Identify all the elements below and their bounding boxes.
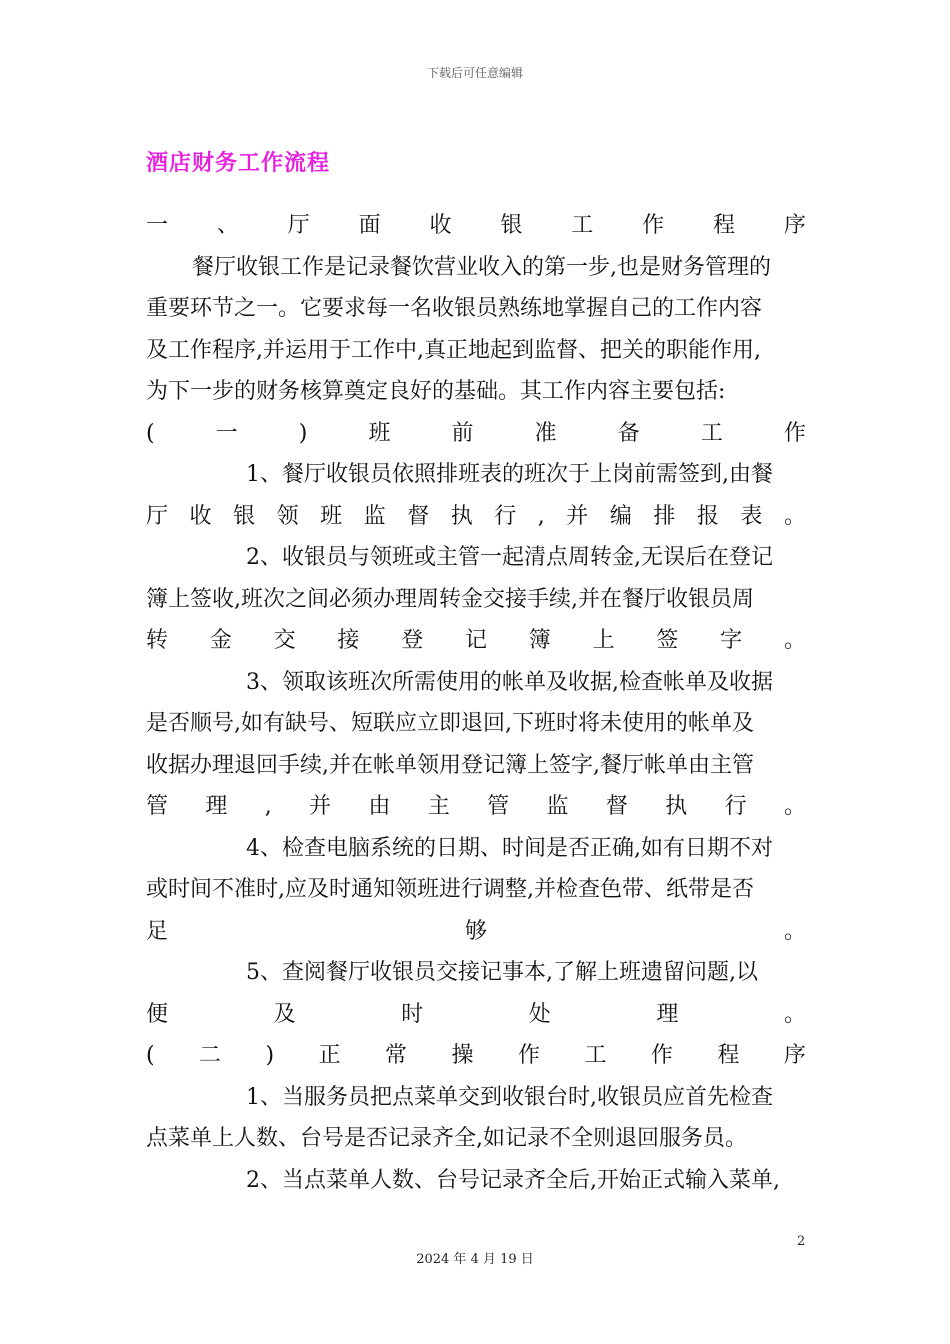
spread-char: 程 xyxy=(717,1043,740,1068)
document-title: 酒店财务工作流程 xyxy=(146,150,331,176)
spread-char: 主 xyxy=(427,794,450,819)
document-body xyxy=(146,205,806,1201)
spread-char: 程 xyxy=(713,213,736,238)
spread-char: 厅 xyxy=(146,503,169,529)
spread-char: 。 xyxy=(783,503,806,529)
spread-char: ) xyxy=(298,420,308,446)
spread-char: 一 xyxy=(215,420,238,446)
spread-char: 报 xyxy=(696,503,719,529)
paragraph-line: 是否顺号,如有缺号、短联应立即退回,下班时将未使用的帐单及 xyxy=(146,711,754,736)
spread-char: 簿 xyxy=(528,628,551,653)
spread-char: 登 xyxy=(401,628,424,653)
spread-char: 前 xyxy=(451,420,474,446)
spread-char: 督 xyxy=(605,794,628,819)
spread-char: ( xyxy=(146,420,155,446)
spread-char: 领 xyxy=(276,503,299,529)
spread-char: 作 xyxy=(650,1043,673,1068)
spread-char: 。 xyxy=(783,1001,806,1027)
paragraph-line xyxy=(146,994,806,1036)
spread-char: 工 xyxy=(584,1043,607,1068)
spread-char: 督 xyxy=(407,503,430,529)
page-number: 2 xyxy=(797,1234,806,1249)
spread-char: 记 xyxy=(464,628,487,653)
paragraph-line xyxy=(146,911,806,953)
paragraph-line: 4、检查电脑系统的日期、时间是否正确,如有日期不对 xyxy=(246,835,773,861)
spread-char: 正 xyxy=(318,1043,341,1068)
spread-char: 。 xyxy=(783,794,806,819)
spread-char: 交 xyxy=(273,628,296,653)
spread-char: 序 xyxy=(783,213,806,238)
spread-char: 监 xyxy=(363,503,386,529)
spread-char: 班 xyxy=(368,420,391,446)
spread-char: 足 xyxy=(146,918,169,944)
spread-char: 时 xyxy=(401,1001,424,1027)
spread-char: 行 xyxy=(724,794,747,819)
spread-char: 及 xyxy=(273,1001,296,1027)
spread-char: , xyxy=(264,794,272,819)
spread-char: 作 xyxy=(517,1043,540,1068)
spread-char: 一 xyxy=(146,213,169,238)
spread-char: 便 xyxy=(146,1001,169,1027)
paragraph-line: 2、当点菜单人数、台号记录齐全后,开始正式输入菜单, xyxy=(246,1167,780,1193)
subsection-heading xyxy=(146,413,806,455)
spread-char: 操 xyxy=(451,1043,474,1068)
spread-char: 字 xyxy=(720,628,743,653)
spread-char: 银 xyxy=(233,503,256,529)
spread-char: 监 xyxy=(546,794,569,819)
spread-char: 工 xyxy=(571,213,594,238)
paragraph-line: 重要环节之一。它要求每一名收银员熟练地掌握自己的工作内容 xyxy=(146,296,763,321)
spread-char: 表 xyxy=(740,503,763,529)
spread-char: 排 xyxy=(653,503,676,529)
spread-char: 转 xyxy=(146,628,169,653)
spread-char: 执 xyxy=(665,794,688,819)
spread-char: 二 xyxy=(199,1043,222,1068)
spread-char: ( xyxy=(146,1043,155,1068)
spread-char: 金 xyxy=(209,628,232,653)
paragraph-line: 簿上签收,班次之间必须办理周转金交接手续,并在餐厅收银员周 xyxy=(146,586,754,612)
paragraph-line xyxy=(146,620,806,662)
paragraph-line: 或时间不准时,应及时通知领班进行调整,并检查色带、纸带是否 xyxy=(146,877,754,902)
spread-char: 并 xyxy=(309,794,332,819)
spread-char: 收 xyxy=(189,503,212,529)
spread-char: 管 xyxy=(487,794,510,819)
spread-char: 序 xyxy=(783,1043,806,1068)
paragraph-line: 5、查阅餐厅收银员交接记事本,了解上班遗留问题,以 xyxy=(246,960,758,985)
spread-char: 行 xyxy=(494,503,517,529)
spread-char: 上 xyxy=(592,628,615,653)
paragraph-line xyxy=(146,786,806,828)
spread-char: 管 xyxy=(146,794,169,819)
spread-char: 理 xyxy=(656,1001,679,1027)
paragraph-line: 及工作程序,并运用于工作中,真正地起到监督、把关的职能作用, xyxy=(146,337,761,363)
spread-char: 处 xyxy=(528,1001,551,1027)
spread-char: 。 xyxy=(783,918,806,944)
spread-char: 银 xyxy=(500,213,523,238)
paragraph-line: 餐厅收银工作是记录餐饮营业收入的第一步,也是财务管理的 xyxy=(192,254,771,280)
spread-char: , xyxy=(537,503,545,529)
spread-char: 够 xyxy=(464,918,487,944)
spread-char: 作 xyxy=(783,420,806,446)
page-header: 下载后可任意编辑 xyxy=(426,66,523,80)
paragraph-line xyxy=(146,496,806,538)
spread-char: 、 xyxy=(216,213,239,238)
page-footer-date: 2024 年 4 月 19 日 xyxy=(416,1252,534,1267)
spread-char: 签 xyxy=(656,628,679,653)
paragraph-line: 点菜单上人数、台号是否记录齐全,如记录不全则退回服务员。 xyxy=(146,1126,747,1151)
spread-char: 。 xyxy=(783,628,806,653)
spread-char: ) xyxy=(265,1043,275,1068)
paragraph-line: 1、当服务员把点菜单交到收银台时,收银员应首先检查 xyxy=(246,1084,773,1110)
paragraph-line: 收据办理退回手续,并在帐单领用登记簿上签字,餐厅帐单由主管 xyxy=(146,752,754,778)
spread-char: 准 xyxy=(534,420,557,446)
spread-char: 执 xyxy=(450,503,473,529)
spread-char: 工 xyxy=(700,420,723,446)
spread-char: 班 xyxy=(320,503,343,529)
spread-char: 收 xyxy=(429,213,452,238)
section-heading xyxy=(146,205,806,247)
paragraph-line: 3、领取该班次所需使用的帐单及收据,检查帐单及收据 xyxy=(246,669,773,695)
spread-char: 备 xyxy=(617,420,640,446)
paragraph-line: 2、收银员与领班或主管一起清点周转金,无误后在登记 xyxy=(246,545,773,570)
paragraph-line: 1、餐厅收银员依照排班表的班次于上岗前需签到,由餐 xyxy=(246,462,773,487)
subsection-heading xyxy=(146,1035,806,1077)
spread-char: 作 xyxy=(642,213,665,238)
spread-char: 常 xyxy=(385,1043,408,1068)
spread-char: 由 xyxy=(368,794,391,819)
spread-char: 并 xyxy=(566,503,589,529)
spread-char: 编 xyxy=(609,503,632,529)
paragraph-line: 为下一步的财务核算奠定良好的基础。其工作内容主要包括: xyxy=(146,379,726,404)
spread-char: 厅 xyxy=(287,213,310,238)
spread-char: 面 xyxy=(358,213,381,238)
spread-char: 接 xyxy=(337,628,360,653)
spread-char: 理 xyxy=(205,794,228,819)
